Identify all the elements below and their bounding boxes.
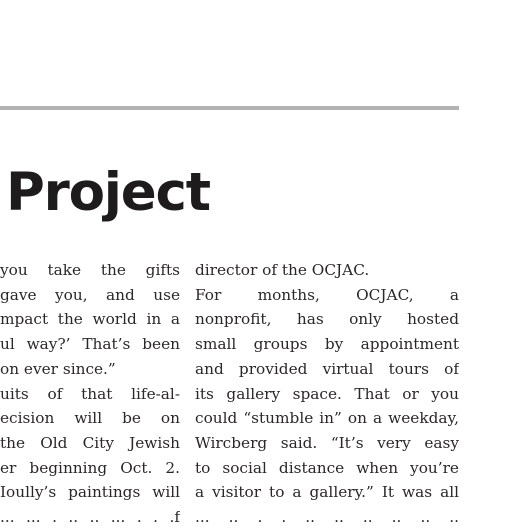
body-text-line: its gallery space. That or you	[195, 384, 459, 403]
body-text-line: ... .. . . .. .. .. .. .. ..	[195, 508, 459, 527]
body-text-line: on ever since.”	[0, 359, 116, 378]
body-text-line: Wircberg said. “It’s very easy	[195, 433, 459, 452]
body-text-line: ... ... . .. .. ... . . .f	[0, 508, 180, 527]
body-text-line: uits of that life-al-	[0, 384, 180, 403]
article-headline: Project	[6, 162, 210, 223]
body-text-line: could “stumble in” on a weekday,	[195, 409, 459, 428]
body-text-line: the Old City Jewish	[0, 433, 180, 452]
section-divider-rule	[0, 106, 459, 110]
body-text-line: and provided virtual tours of	[195, 359, 459, 378]
body-text-line: For months, OCJAC, a	[195, 285, 459, 304]
body-text-line: you take the gifts	[0, 261, 180, 279]
body-text-line: gave you, and use	[0, 285, 180, 304]
right-text-column	[195, 258, 459, 530]
body-text-line: er beginning Oct. 2.	[0, 458, 180, 477]
body-text-line: ul way?’ That’s been	[0, 335, 180, 354]
body-text-line: director of the OCJAC.	[195, 261, 370, 279]
body-text-line: small groups by appointment	[195, 335, 459, 354]
body-text-line: nonprofit, has only hosted	[195, 310, 459, 329]
left-text-column	[0, 258, 180, 530]
body-text-line: a visitor to a gallery.” It was all	[195, 483, 459, 502]
body-text-line: Ioully’s paintings will	[0, 483, 180, 502]
body-text-line: to social distance when you’re	[195, 458, 459, 477]
body-text-line: mpact the world in a	[0, 310, 180, 329]
body-text-line: ecision will be on	[0, 409, 180, 428]
